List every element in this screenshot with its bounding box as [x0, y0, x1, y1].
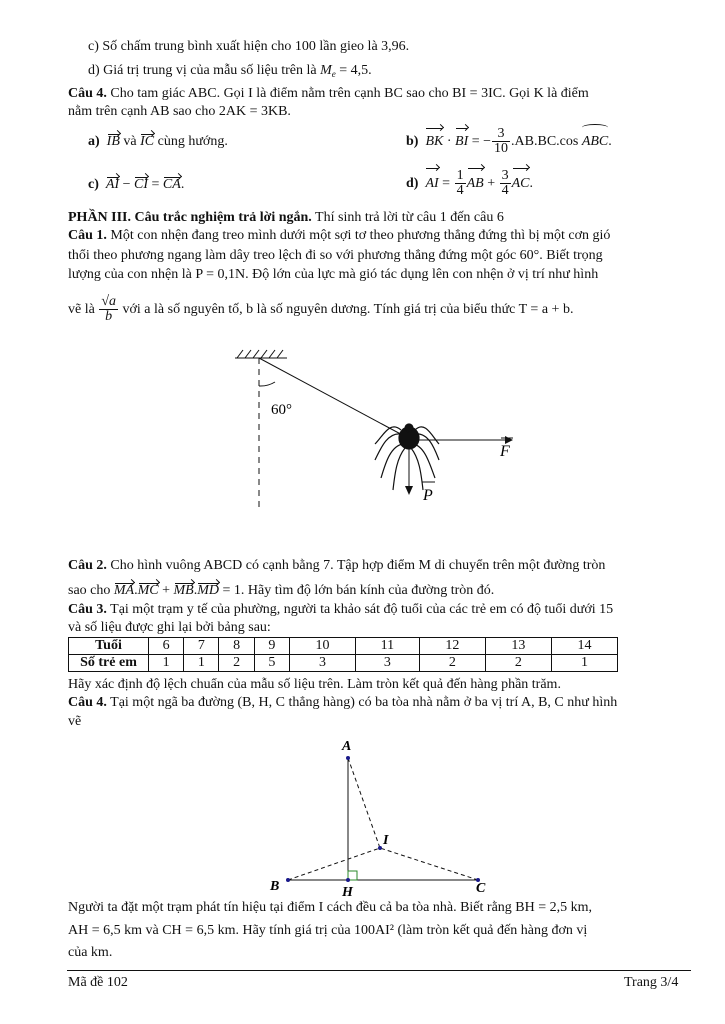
option-c: c) AI − CI = CA. — [88, 177, 185, 192]
table-header-age: Tuổi — [69, 638, 149, 655]
table-cell: 1 — [184, 655, 219, 672]
table-cell: 5 — [254, 655, 289, 672]
label-c: C — [476, 881, 486, 896]
exam-code: Mã đề 102 — [68, 975, 128, 990]
table-cell: 2 — [219, 655, 254, 672]
question-2-line2: sao cho MA.MC + MB.MD = 1. Hãy tìm độ lớn bán kính của đường tròn đó. — [68, 583, 495, 598]
ceiling-hatch — [235, 350, 287, 358]
table-cell: 10 — [289, 638, 355, 655]
table-cell: 13 — [485, 638, 551, 655]
label-h: H — [342, 885, 353, 900]
segment-ai — [348, 758, 380, 848]
angle-arc — [259, 382, 275, 386]
label-a: A — [342, 739, 352, 754]
question-4-line1: Câu 4. Tại một ngã ba đường (B, H, C thẳng hàng) có ba tòa nhà nằm ở ba vị trí A, B, C như hình — [68, 695, 618, 710]
table-cell: 2 — [485, 655, 551, 672]
force-p-arrowhead — [405, 486, 413, 495]
table-cell: 8 — [219, 638, 254, 655]
question-2-line1: Câu 2. Cho hình vuông ABCD có cạnh bằng 7. Tập hợp điểm M di chuyển trên một đường tròn — [68, 558, 606, 573]
question-3-after: Hãy xác định độ lệch chuẩn của mẫu số liệu trên. Làm tròn kết quả đến hàng phần trăm. — [68, 677, 561, 692]
table-row-counts — [69, 655, 618, 672]
label-i: I — [383, 833, 389, 848]
table-cell: 14 — [551, 638, 617, 655]
question-4-text3: của km. — [68, 945, 113, 960]
point-i — [378, 846, 382, 850]
angle-label: 60° — [271, 402, 292, 418]
segment-bi — [288, 848, 380, 880]
table-cell: 3 — [356, 655, 420, 672]
table-cell: 3 — [289, 655, 355, 672]
option-a: a) IB và IC cùng hướng. — [88, 134, 228, 149]
table-cell: 1 — [551, 655, 617, 672]
table-cell: 2 — [419, 655, 485, 672]
option-d: d) AI = $\frac{1}{4}$ AB + $\frac{3}{4}$ AC. — [406, 167, 533, 201]
spider-thread — [259, 358, 408, 438]
question-1-line4: vẽ là $\frac{√a}{b}$ với a là số nguyên tố, b là số nguyên dương. Tính giá trị của biểu thức T = a + b. — [68, 294, 574, 325]
question-1-line1: Câu 1. Một con nhện đang treo mình dưới một sợi tơ theo phương thẳng đứng thì bị một cơn gió — [68, 228, 611, 243]
question-4-part2: Câu 4. Cho tam giác ABC. Gọi I là điểm nằm trên cạnh BC sao cho BI = 3IC. Gọi K là điểm — [68, 86, 589, 101]
building-triangle-figure — [250, 730, 510, 900]
table-row-ages — [69, 638, 618, 655]
force-p-label: P — [423, 487, 433, 504]
question-1-line3: lượng của con nhện là P = 0,1N. Độ lớn của lực mà gió tác dụng lên con nhện ở vị trí như hình — [68, 267, 599, 282]
spider-icon — [375, 424, 439, 490]
question-4-text2: AH = 6,5 km và CH = 6,5 km. Hãy tính giá trị của 100AI² (làm tròn kết quả đến hàng đơn vị — [68, 923, 588, 938]
footer-divider — [67, 970, 691, 971]
table-cell: 7 — [184, 638, 219, 655]
table-cell: 1 — [149, 655, 184, 672]
point-h — [346, 878, 350, 882]
table-cell: 11 — [356, 638, 420, 655]
question-4-part2-line2: nằm trên cạnh AB sao cho 2AK = 3KB. — [68, 104, 291, 119]
force-f-label: F — [500, 443, 510, 460]
age-frequency-table — [68, 637, 618, 672]
point-b — [286, 878, 290, 882]
question-4-line2: vẽ — [68, 714, 82, 729]
question-3-line2: và số liệu được ghi lại bởi bảng sau: — [68, 620, 271, 635]
item-c-previous: c) Số chấm trung bình xuất hiện cho 100 lần gieo là 3,96. — [88, 39, 410, 54]
table-header-count: Số trẻ em — [69, 655, 149, 672]
segment-ci — [380, 848, 478, 880]
part-3-heading: PHẦN III. Câu trắc nghiệm trả lời ngắn. Thí sinh trả lời từ câu 1 đến câu 6 — [68, 210, 504, 225]
option-b: b) BK · BI = − $\frac{3}{10}$ .AB.BC.cos ABC. — [406, 126, 612, 157]
spider-figure — [225, 340, 525, 510]
label-b: B — [270, 879, 280, 894]
table-cell: 9 — [254, 638, 289, 655]
question-3-line1: Câu 3. Tại một trạm y tế của phường, người ta khảo sát độ tuổi của các trẻ em có độ tuổi dưới 15 — [68, 602, 614, 617]
point-a — [346, 756, 350, 760]
table-cell: 12 — [419, 638, 485, 655]
question-4-text1: Người ta đặt một trạm phát tín hiệu tại điểm I cách đều cả ba tòa nhà. Biết rằng BH = 2,5 km, — [68, 900, 593, 915]
table-cell: 6 — [149, 638, 184, 655]
question-1-line2: thổi theo phương ngang làm dây treo lệch đi so với phương thẳng đứng một góc 60°. Biết trọng — [68, 248, 603, 263]
item-d-previous: d) Giá trị trung vị của mẫu số liệu trên là $M_e = 4,5$. — [88, 63, 372, 79]
page-number: Trang 3/4 — [624, 975, 679, 990]
